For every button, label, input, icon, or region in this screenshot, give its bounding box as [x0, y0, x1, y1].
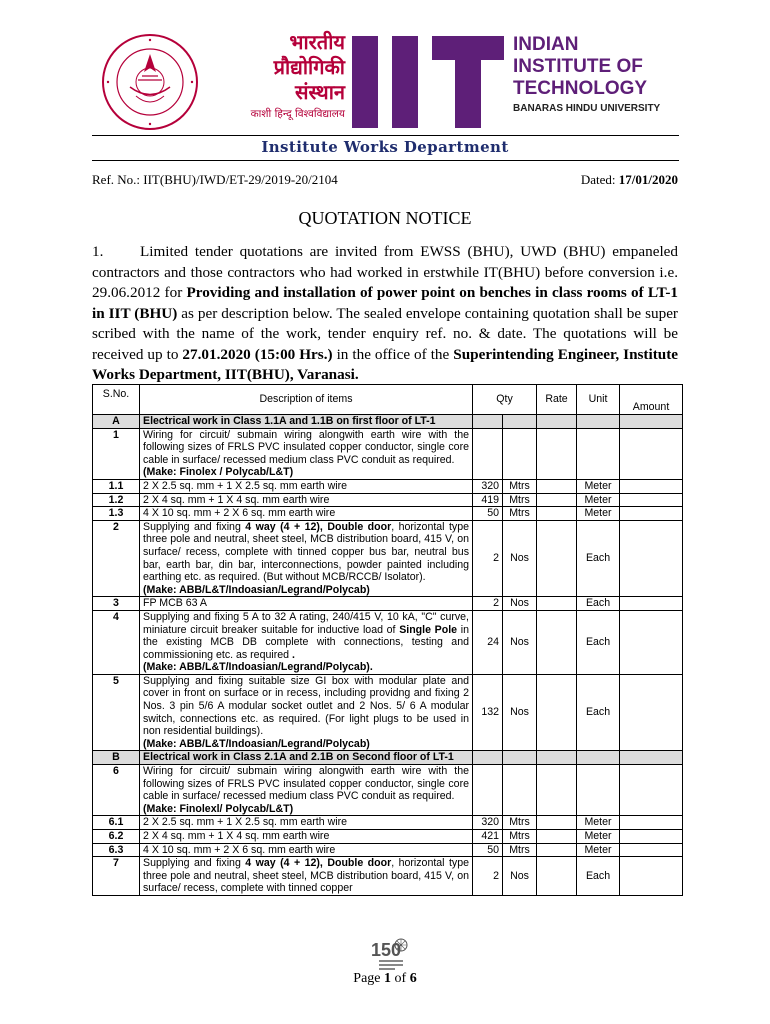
- dated: [581, 172, 678, 188]
- dated-value: 17/01/2020: [618, 172, 678, 187]
- row-sno: 2: [93, 520, 140, 597]
- letterhead: [0, 0, 770, 135]
- row-qty: 320: [473, 479, 503, 493]
- row-rate: [537, 830, 577, 844]
- hindi-name-block: [223, 30, 345, 123]
- header-sno: S.No.: [93, 385, 140, 415]
- paragraph-work-name: Providing and installation of power point on benches in class rooms of LT-1 in IIT (BHU): [92, 284, 678, 322]
- row-qty: 320: [473, 816, 503, 830]
- row-amount: [620, 520, 683, 597]
- row-qty: [473, 751, 503, 765]
- row-desc-text: Supplying and fixing suitable size GI box with modular plate and cover in front on surface or in recess, including providng and fixing 2 Nos. 3 pin 5/6 A modular socket outlet and 2 Nos. 5/ 6 A modular switch, connections etc. as required. (For light plugs to be used in non residential buildings).: [143, 674, 469, 738]
- header-amount: Amount: [620, 385, 683, 415]
- row-rate: [537, 597, 577, 611]
- row-sno: 6: [93, 765, 140, 816]
- row-make: (Make: ABB/L&T/Indoasian/Legrand/Polycab): [143, 583, 370, 596]
- table-row: [93, 415, 683, 429]
- page-current: 1: [384, 971, 392, 986]
- row-desc-text: Wiring for circuit/ submain wiring alongwith earth wire with the following sizes of FRLS PVC insulated copper conductor, single core cable in surface/ recessed medium class PVC conduit as required.: [143, 765, 469, 803]
- row-unit: Each: [577, 857, 620, 896]
- page-prefix: Page: [353, 971, 385, 986]
- row-sno: 4: [93, 610, 140, 674]
- row-desc-text-2: , horizontal type three pole and neutral, sheet steel, MCB distribution board, 415 V, on surface/ recess, complete with tinned copper: [143, 857, 470, 895]
- row-qty-unit: [503, 751, 537, 765]
- row-qty-unit: Nos: [503, 674, 537, 751]
- section-title: Electrical work in Class 2.1A and 2.1B on Second floor of LT-1: [143, 751, 454, 764]
- row-amount: [620, 857, 683, 896]
- table-row: [93, 493, 683, 507]
- row-description: [140, 751, 473, 765]
- row-sno: 7: [93, 857, 140, 896]
- page-mid: of: [391, 971, 410, 986]
- row-qty-unit: Mtrs: [503, 843, 537, 857]
- row-qty: 2: [473, 857, 503, 896]
- paragraph-office: Superintending Engineer, Institute Works Department, IIT(BHU), Varanasi.: [92, 345, 679, 383]
- row-rate: [537, 674, 577, 751]
- paragraph-text-2: as per description below. The sealed envelope containing quotation shall be super scribed with the name of the work, tender enquiry ref. no. & date. The quotations will be received up to: [92, 304, 678, 363]
- row-amount: [620, 415, 683, 429]
- table-row: [93, 507, 683, 521]
- row-qty: 50: [473, 507, 503, 521]
- row-qty-unit: Mtrs: [503, 816, 537, 830]
- row-amount: [620, 493, 683, 507]
- english-name-block: [513, 34, 660, 118]
- header-rule-top: [92, 135, 679, 136]
- row-amount: [620, 479, 683, 493]
- row-sno: 6.3: [93, 843, 140, 857]
- svg-text:150: 150: [371, 940, 402, 960]
- row-qty-unit: [503, 428, 537, 479]
- row-rate: [537, 843, 577, 857]
- row-amount: [620, 830, 683, 844]
- table-row: [93, 843, 683, 857]
- row-rate: [537, 816, 577, 830]
- row-description: [140, 520, 473, 597]
- row-unit: Meter: [577, 816, 620, 830]
- row-qty: 132: [473, 674, 503, 751]
- row-qty-unit: Nos: [503, 610, 537, 674]
- row-amount: [620, 843, 683, 857]
- header-rate: Rate: [537, 385, 577, 415]
- notice-paragraph: [92, 242, 678, 386]
- row-unit: Each: [577, 597, 620, 611]
- row-unit: Meter: [577, 507, 620, 521]
- row-make: (Make: ABB/L&T/Indoasian/Legrand/Polycab): [143, 737, 370, 750]
- row-sno: 1.3: [93, 507, 140, 521]
- paragraph-deadline: 27.01.2020 (15:00 Hrs.): [182, 345, 333, 363]
- row-qty: 50: [473, 843, 503, 857]
- row-qty-unit: Nos: [503, 520, 537, 597]
- row-qty: 2: [473, 520, 503, 597]
- items-table: [92, 384, 683, 896]
- row-rate: [537, 610, 577, 674]
- row-description: 2 X 4 sq. mm + 1 X 4 sq. mm earth wire: [140, 830, 473, 844]
- row-description: FP MCB 63 A: [140, 597, 473, 611]
- table-row: [93, 816, 683, 830]
- row-sno: 1.2: [93, 493, 140, 507]
- row-unit: Meter: [577, 843, 620, 857]
- row-sno: B: [93, 751, 140, 765]
- row-qty-unit: Mtrs: [503, 830, 537, 844]
- row-desc-text: Wiring for circuit/ submain wiring alongwith earth wire with the following sizes of FRLS PVC insulated copper conductor, single core cable in surface/ recessed medium class PVC conduit as required.: [143, 428, 469, 466]
- row-amount: [620, 597, 683, 611]
- header-description: Description of items: [140, 385, 473, 415]
- row-description: [140, 428, 473, 479]
- table-header-row: [93, 385, 683, 415]
- row-rate: [537, 857, 577, 896]
- row-rate: [537, 751, 577, 765]
- row-desc-bold-2: .: [291, 648, 295, 661]
- notice-title: QUOTATION NOTICE: [298, 208, 472, 228]
- paragraph-text-1: Limited tender quotations are invited from EWSS (BHU), UWD (BHU) empaneled contractors and those contractors who had worked in erstwhile IT(BHU) before conversion i.e. 29.06.2012 for: [92, 243, 678, 301]
- table-row: [93, 610, 683, 674]
- row-description: [140, 857, 473, 896]
- row-qty-unit: [503, 765, 537, 816]
- row-qty: 2: [473, 597, 503, 611]
- row-amount: [620, 751, 683, 765]
- hindi-line-4: काशी हिन्दू विश्वविद्यालय: [250, 108, 345, 120]
- table-row: [93, 674, 683, 751]
- row-rate: [537, 520, 577, 597]
- row-unit: Each: [577, 674, 620, 751]
- header-qty: Qty: [473, 385, 537, 415]
- english-line-2: INSTITUTE OF: [513, 56, 643, 77]
- row-amount: [620, 610, 683, 674]
- page-number: [0, 971, 770, 987]
- table-row: [93, 765, 683, 816]
- row-qty-unit: Nos: [503, 597, 537, 611]
- reference-number: Ref. No.: IIT(BHU)/IWD/ET-29/2019-20/2104: [92, 172, 338, 187]
- english-line-1: INDIAN: [513, 34, 579, 55]
- page-total: 6: [409, 971, 417, 986]
- row-rate: [537, 507, 577, 521]
- row-desc-text: Supplying and fixing: [143, 857, 246, 870]
- row-amount: [620, 428, 683, 479]
- institute-seal-logo: [100, 32, 200, 132]
- row-sno: 6.1: [93, 816, 140, 830]
- row-sno: 1.1: [93, 479, 140, 493]
- row-description: [140, 610, 473, 674]
- row-desc-bold: 4 way (4 + 12), Double door: [245, 857, 392, 870]
- table-row: [93, 428, 683, 479]
- row-make: (Make: Finolexl/ Polycab/L&T): [143, 802, 294, 815]
- header-unit: Unit: [577, 385, 620, 415]
- header-rule-bottom: [92, 160, 679, 161]
- row-description: 4 X 10 sq. mm + 2 X 6 sq. mm earth wire: [140, 507, 473, 521]
- row-rate: [537, 493, 577, 507]
- row-amount: [620, 816, 683, 830]
- row-unit: [577, 751, 620, 765]
- row-qty: [473, 415, 503, 429]
- row-rate: [537, 415, 577, 429]
- row-rate: [537, 765, 577, 816]
- row-qty-unit: Mtrs: [503, 479, 537, 493]
- department-title: Institute Works Department: [261, 138, 509, 156]
- row-make: (Make: Finolex / Polycab/L&T): [143, 466, 294, 479]
- row-sno: 3: [93, 597, 140, 611]
- row-rate: [537, 428, 577, 479]
- hindi-line-2: प्रौद्योगिकी: [273, 55, 345, 79]
- table-row: [93, 479, 683, 493]
- row-qty: [473, 428, 503, 479]
- table-row: [93, 830, 683, 844]
- row-unit: Each: [577, 520, 620, 597]
- row-make: (Make: ABB/L&T/Indoasian/Legrand/Polycab).: [143, 661, 373, 674]
- iit-wordmark-logo: [352, 36, 504, 128]
- row-description: 4 X 10 sq. mm + 2 X 6 sq. mm earth wire: [140, 843, 473, 857]
- row-rate: [537, 479, 577, 493]
- table-row: [93, 751, 683, 765]
- row-unit: Each: [577, 610, 620, 674]
- table-row: [93, 597, 683, 611]
- row-qty: 421: [473, 830, 503, 844]
- paragraph-text-3: in the office of the: [332, 345, 454, 363]
- section-title: Electrical work in Class 1.1A and 1.1B on first floor of LT-1: [143, 415, 436, 427]
- row-sno: 1: [93, 428, 140, 479]
- row-description: 2 X 4 sq. mm + 1 X 4 sq. mm earth wire: [140, 493, 473, 507]
- row-unit: Meter: [577, 830, 620, 844]
- row-desc-text-2: , horizontal type three pole and neutral, sheet steel, MCB distribution board, 415 V, on surface/ recess, complete with tinned copper bus bar, neutral bus bar, earth bar, din bar, interconnections, powder painted including earthing etc. as required. (But without MCB/RCCB/ Isolator).: [143, 520, 470, 584]
- row-qty-unit: Mtrs: [503, 507, 537, 521]
- row-amount: [620, 507, 683, 521]
- row-desc-bold: Single Pole: [399, 623, 458, 636]
- row-unit: [577, 765, 620, 816]
- english-line-3: TECHNOLOGY: [513, 78, 648, 99]
- row-unit: Meter: [577, 479, 620, 493]
- row-qty-unit: Mtrs: [503, 493, 537, 507]
- row-qty-unit: Nos: [503, 857, 537, 896]
- row-description: 2 X 2.5 sq. mm + 1 X 2.5 sq. mm earth wire: [140, 479, 473, 493]
- row-desc-bold: 4 way (4 + 12), Double door: [245, 520, 392, 533]
- row-description: 2 X 2.5 sq. mm + 1 X 2.5 sq. mm earth wire: [140, 816, 473, 830]
- row-qty-unit: [503, 415, 537, 429]
- row-qty: 24: [473, 610, 503, 674]
- row-desc-text-2: in the existing MCB DB complete with connections, testing and commissioning etc. as required: [143, 623, 469, 661]
- row-description: [140, 674, 473, 751]
- row-description: [140, 765, 473, 816]
- row-qty: 419: [473, 493, 503, 507]
- row-amount: [620, 674, 683, 751]
- english-line-4: BANARAS HINDU UNIVERSITY: [513, 103, 661, 114]
- row-description: [140, 415, 473, 429]
- hindi-line-3: संस्थान: [295, 80, 345, 104]
- row-sno: A: [93, 415, 140, 429]
- row-unit: Meter: [577, 493, 620, 507]
- row-unit: [577, 428, 620, 479]
- gandhi-150-logo: [369, 936, 411, 972]
- row-amount: [620, 765, 683, 816]
- table-row: [93, 857, 683, 896]
- row-qty: [473, 765, 503, 816]
- table-row: [93, 520, 683, 597]
- row-desc-text: Supplying and fixing: [143, 520, 246, 533]
- row-desc-text: Supplying and fixing 5 A to 32 A rating, 240/415 V, 10 kA, "C" curve, miniature circuit breaker suitable for inductive load of: [143, 610, 469, 636]
- dated-label: Dated:: [580, 172, 619, 187]
- paragraph-number: 1.: [92, 243, 104, 260]
- row-sno: 6.2: [93, 830, 140, 844]
- hindi-line-1: भारतीय: [289, 30, 345, 54]
- row-unit: [577, 415, 620, 429]
- row-sno: 5: [93, 674, 140, 751]
